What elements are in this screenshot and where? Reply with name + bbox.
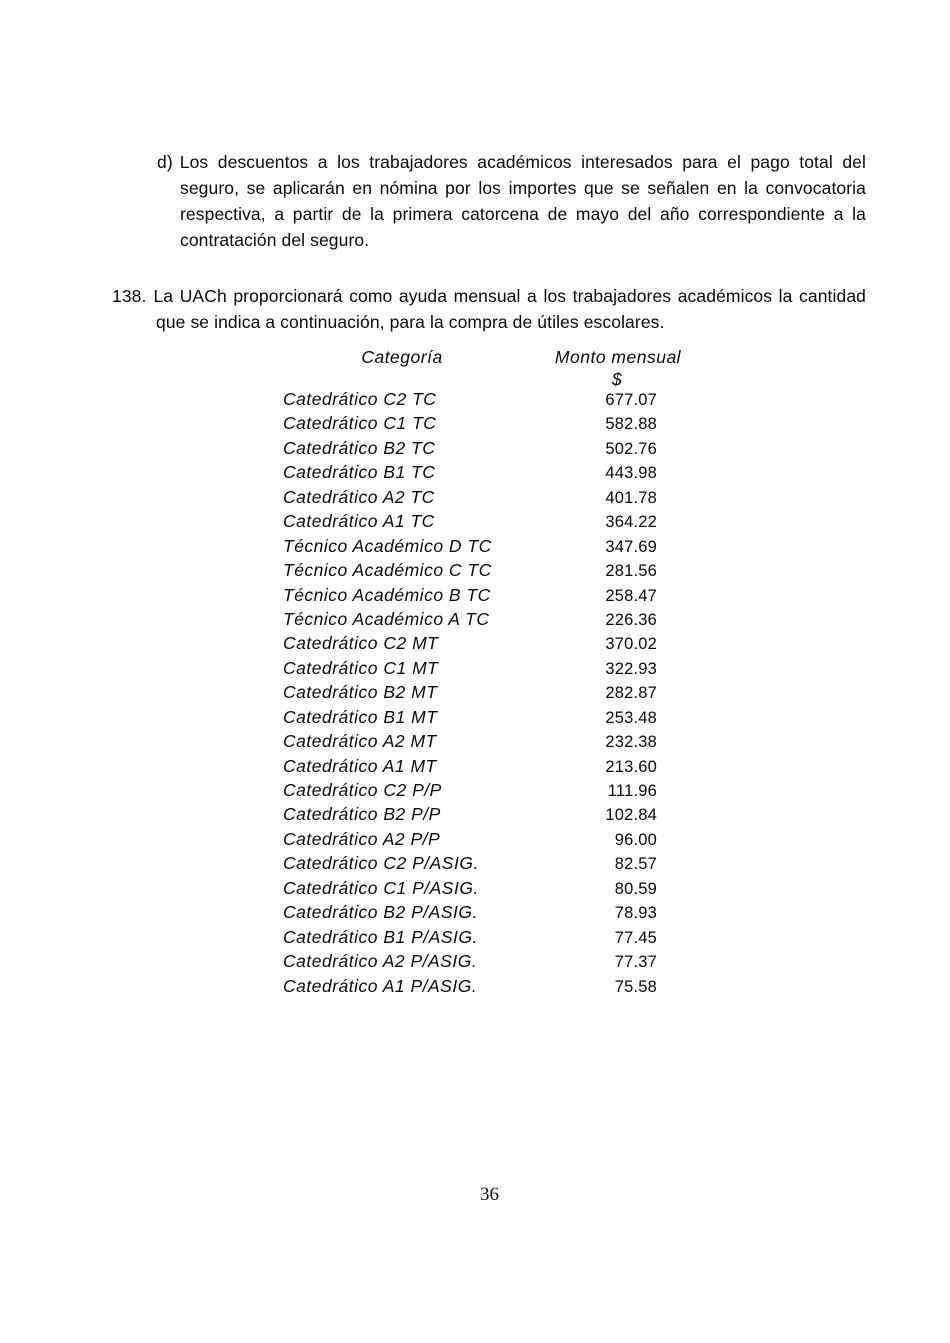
amount-cell: 96.00: [614, 830, 657, 849]
amount-cell: 502.76: [605, 439, 657, 458]
table-row: [283, 680, 657, 704]
table-row: [283, 436, 657, 460]
amount-cell: 75.58: [614, 977, 657, 996]
category-cell: Catedrático B2 TC: [283, 437, 436, 458]
table-row: [283, 729, 657, 753]
table-row: [283, 583, 657, 607]
table-row: [283, 949, 657, 973]
category-cell: Catedrático B1 P/ASIG.: [283, 926, 478, 947]
amount-cell: 253.48: [605, 708, 657, 727]
clause-138-number: 138.: [112, 286, 147, 306]
amount-cell: 111.96: [607, 782, 657, 800]
table-row: [283, 607, 657, 631]
category-cell: Catedrático B1 MT: [283, 706, 438, 727]
amount-cell: 401.78: [605, 488, 657, 507]
category-cell: Catedrático A2 P/ASIG.: [283, 951, 478, 972]
table-row: [283, 802, 657, 826]
category-cell: Catedrático A2 P/P: [283, 828, 441, 849]
paragraph-d-text: Los descuentos a los trabajadores académicos interesados para el pago total del seguro, se aplicarán en nómina por los importes que se señalen en la convocatoria respectiva, a partir de la primera catorcena de mayo del año correspondiente a la contratación del seguro.: [179, 152, 866, 250]
clause-138-text: La UACh proporcionará como ayuda mensual a los trabajadores académicos la cantidad que se indica a continuación, para la compra de útiles escolares.: [153, 286, 866, 332]
category-cell: Catedrático A2 MT: [283, 731, 437, 752]
amount-cell: 258.47: [605, 586, 657, 605]
amount-cell: 82.57: [614, 855, 657, 874]
table-rows: [283, 387, 657, 998]
table-row: [283, 754, 657, 778]
amount-cell: 677.07: [605, 391, 657, 409]
table-row: [283, 925, 657, 949]
category-cell: Catedrático C1 P/ASIG.: [283, 877, 479, 898]
amount-cell: 370.02: [605, 635, 657, 654]
category-cell: Técnico Académico A TC: [283, 608, 490, 629]
category-cell: Técnico Académico B TC: [283, 584, 491, 605]
category-cell: Catedrático B2 P/ASIG.: [283, 902, 478, 923]
paragraph-d-label: d): [157, 152, 173, 172]
table-row: [283, 974, 657, 998]
amount-cell: 282.87: [605, 684, 657, 703]
amount-cell: 364.22: [605, 513, 657, 532]
category-cell: Catedrático B1 TC: [283, 462, 436, 483]
category-cell: Catedrático C2 P/ASIG.: [283, 853, 479, 874]
table-row: [283, 387, 657, 411]
table-row: [283, 534, 657, 558]
amount-cell: 232.38: [605, 733, 657, 752]
amount-cell: 582.88: [605, 415, 657, 434]
category-cell: Catedrático C1 MT: [283, 657, 439, 678]
category-cell: Catedrático A1 MT: [283, 755, 437, 776]
table-row: [283, 900, 657, 924]
amount-cell: 102.84: [605, 806, 657, 825]
category-cell: Catedrático C2 TC: [283, 389, 437, 409]
table-row: [283, 656, 657, 680]
page-number: 36: [480, 1184, 499, 1205]
table-row: [283, 411, 657, 435]
category-cell: Catedrático B2 P/P: [283, 804, 441, 825]
table-row: [283, 851, 657, 875]
table-row: [283, 558, 657, 582]
table-row: [283, 485, 657, 509]
amount-cell: 78.93: [614, 904, 657, 923]
amount-cell: 80.59: [614, 879, 657, 898]
amount-cell: 443.98: [605, 464, 657, 483]
category-cell: Catedrático A2 TC: [283, 486, 435, 507]
category-cell: Técnico Académico D TC: [283, 535, 492, 556]
category-cell: Catedrático A1 TC: [283, 511, 435, 532]
table-row: [283, 460, 657, 484]
table-row: [283, 876, 657, 900]
category-cell: Catedrático C2 MT: [283, 633, 439, 654]
amount-cell: 322.93: [605, 659, 657, 678]
table-row: [283, 705, 657, 729]
amount-cell: 77.45: [614, 928, 657, 947]
table-header-amount: Monto mensual: [554, 347, 682, 367]
table-row: [283, 631, 657, 655]
table-header-category: Categoría: [361, 347, 443, 367]
category-cell: Catedrático C2 P/P: [283, 780, 442, 800]
amount-cell: 77.37: [614, 953, 657, 972]
category-cell: Catedrático B2 MT: [283, 682, 438, 703]
paragraph-d: [157, 149, 866, 253]
clause-138: [112, 283, 866, 335]
amount-cell: 226.36: [605, 610, 657, 629]
category-cell: Catedrático A1 P/ASIG.: [283, 975, 478, 996]
amount-cell: 213.60: [605, 757, 657, 776]
category-cell: Técnico Académico C TC: [283, 560, 492, 581]
category-cell: Catedrático C1 TC: [283, 413, 437, 434]
table-row: [283, 778, 657, 802]
table-row: [283, 509, 657, 533]
table-header-currency-sign: $: [611, 369, 623, 389]
amount-cell: 281.56: [605, 562, 657, 581]
amount-cell: 347.69: [605, 537, 657, 556]
table-row: [283, 827, 657, 851]
